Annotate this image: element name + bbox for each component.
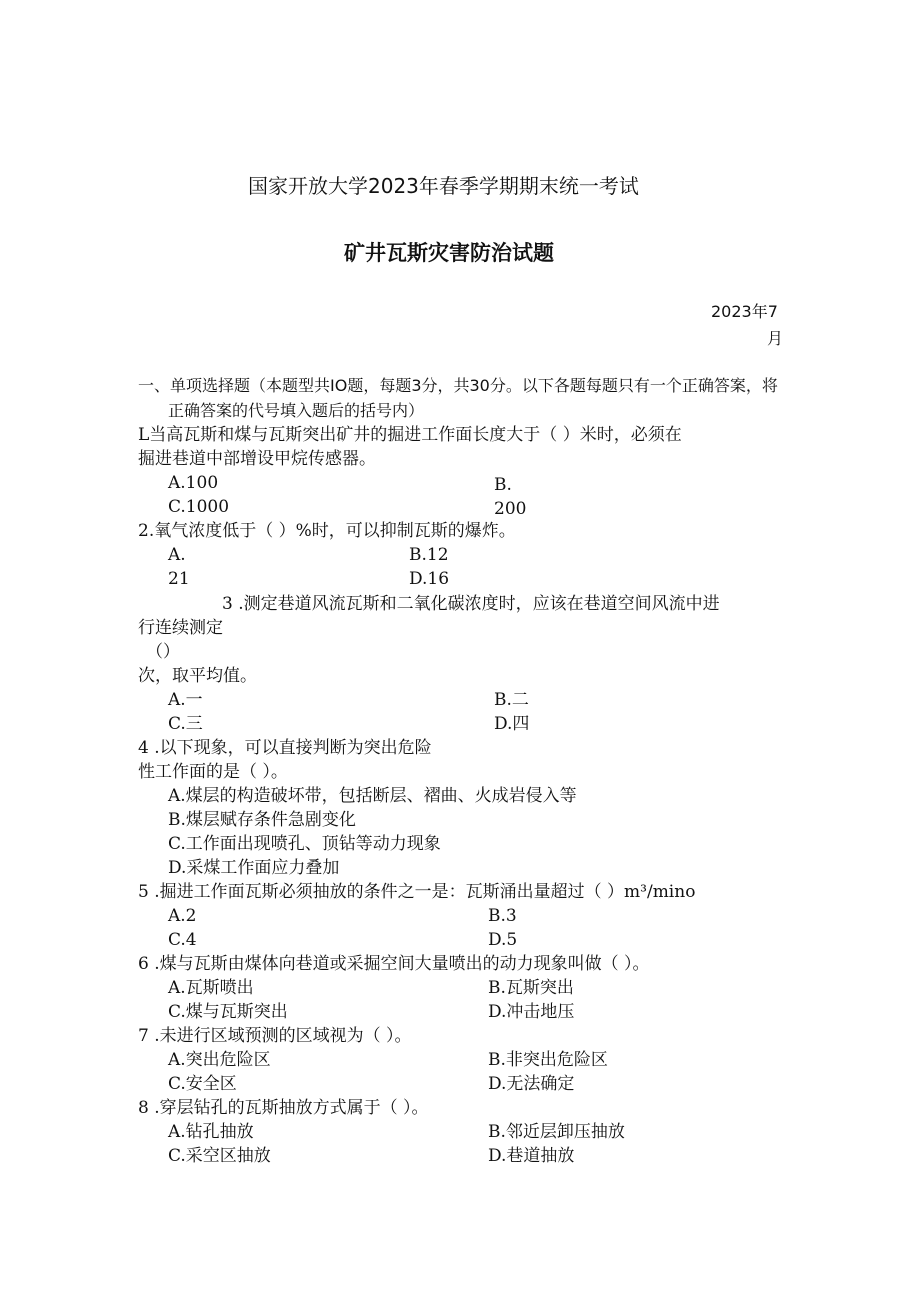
question-3-text-cont: 行连续测定 (138, 618, 223, 638)
question-3-text-end: 次，取平均值。 (138, 666, 257, 686)
question-5-option-d: D.5 (488, 930, 518, 950)
question-2-option-c: 21 (168, 569, 190, 589)
question-7-text: 7 .未进行区域预测的区域视为（ ）。 (138, 1026, 412, 1046)
question-7-option-a: A.突出危险区 (168, 1050, 271, 1070)
question-2-option-d: D.16 (409, 569, 450, 589)
question-1-option-d: 200 (494, 499, 527, 519)
date-line-2: 月 (767, 329, 784, 348)
question-5-option-c: C.4 (168, 930, 197, 950)
question-3-option-b: B.二 (494, 690, 529, 710)
question-3-option-d: D.四 (494, 714, 530, 734)
question-6-option-d: D.冲击地压 (488, 1002, 575, 1022)
question-3-option-c: C.三 (168, 714, 203, 734)
date-line-1: 2023年7 (711, 302, 778, 321)
exam-title: 国家开放大学2023年春季学期期末统一考试 (248, 174, 639, 198)
question-8-option-a: A.钻孔抽放 (168, 1122, 254, 1142)
question-4-option-c: C.工作面出现喷孔、顶钻等动力现象 (168, 834, 441, 854)
question-7-option-b: B.非突出危险区 (488, 1050, 608, 1070)
question-4-text-cont: 性工作面的是（ ）。 (138, 762, 288, 782)
question-2-text: 2.氧气浓度低于（ ）%时，可以抑制瓦斯的爆炸。 (138, 521, 516, 541)
question-5-option-a: A.2 (168, 906, 197, 926)
section-heading-cont: 正确答案的代号填入题后的括号内） (168, 401, 425, 420)
question-3-text: 3 .测定巷道风流瓦斯和二氧化碳浓度时，应该在巷道空间风流中进 (222, 594, 720, 614)
question-4-option-d: D.采煤工作面应力叠加 (168, 858, 340, 878)
question-1-option-b: B. (494, 475, 512, 495)
question-1-text-cont: 掘进巷道中部增设甲烷传感器。 (138, 449, 376, 469)
section-heading: 一、单项选择题（本题型共IO题，每题3分，共30分。以下各题每题只有一个正确答案，将 (138, 376, 778, 395)
question-6-text: 6 .煤与瓦斯由煤体向巷道或采掘空间大量喷出的动力现象叫做（ ）。 (138, 954, 650, 974)
question-1-text: L当高瓦斯和煤与瓦斯突出矿井的掘进工作面长度大于（ ）米时，必须在 (138, 425, 682, 445)
question-7-option-c: C.安全区 (168, 1074, 237, 1094)
question-5-option-b: B.3 (488, 906, 517, 926)
question-7-option-d: D.无法确定 (488, 1074, 575, 1094)
question-8-text: 8 .穿层钻孔的瓦斯抽放方式属于（ ）。 (138, 1098, 429, 1118)
question-6-option-c: C.煤与瓦斯突出 (168, 1002, 288, 1022)
question-8-option-d: D.巷道抽放 (488, 1146, 575, 1166)
question-4-option-b: B.煤层赋存条件急剧变化 (168, 810, 356, 830)
question-2-option-b: B.12 (409, 545, 449, 565)
question-2-option-a: A. (168, 545, 186, 565)
question-3-option-a: A.一 (168, 690, 203, 710)
question-1-option-a: A.100 (168, 473, 219, 493)
question-8-option-c: C.采空区抽放 (168, 1146, 271, 1166)
question-3-blank: （） (146, 642, 180, 662)
question-6-option-a: A.瓦斯喷出 (168, 978, 254, 998)
question-4-option-a: A.煤层的构造破坏带，包括断层、褶曲、火成岩侵入等 (168, 786, 577, 806)
question-5-text: 5 .掘进工作面瓦斯必须抽放的条件之一是：瓦斯涌出量超过（ ）m³/mino (138, 882, 696, 902)
question-6-option-b: B.瓦斯突出 (488, 978, 574, 998)
question-8-option-b: B.邻近层卸压抽放 (488, 1122, 625, 1142)
question-1-option-c: C.1000 (168, 497, 230, 517)
paper-title: 矿井瓦斯灾害防治试题 (344, 241, 554, 265)
question-4-text: 4 .以下现象，可以直接判断为突出危险 (138, 738, 432, 758)
